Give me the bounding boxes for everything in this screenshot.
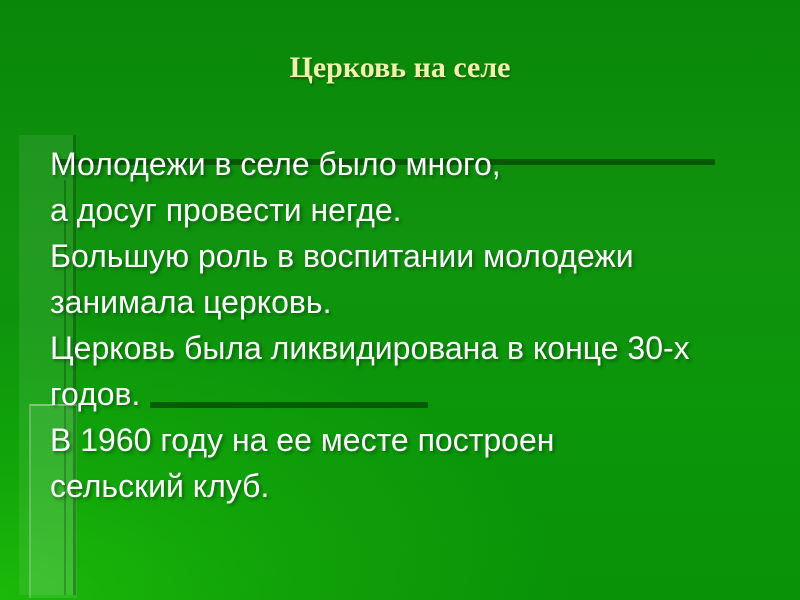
body-line: Молодежи в селе было много, [50,146,501,182]
body-line: Большую роль в воспитании молодежи [50,238,634,274]
body-line: занимала церковь. [50,284,332,320]
body-line: Церковь была ликвидирована в конце 30-х [50,330,690,366]
body-line: В 1960 году на ее месте построен [50,422,555,458]
slide-body [50,141,780,509]
body-line: сельский клуб. [50,468,270,504]
body-line: годов. [50,376,141,412]
body-line: а досуг провести негде. [50,192,402,228]
slide-title: Церковь на селе [289,51,511,84]
